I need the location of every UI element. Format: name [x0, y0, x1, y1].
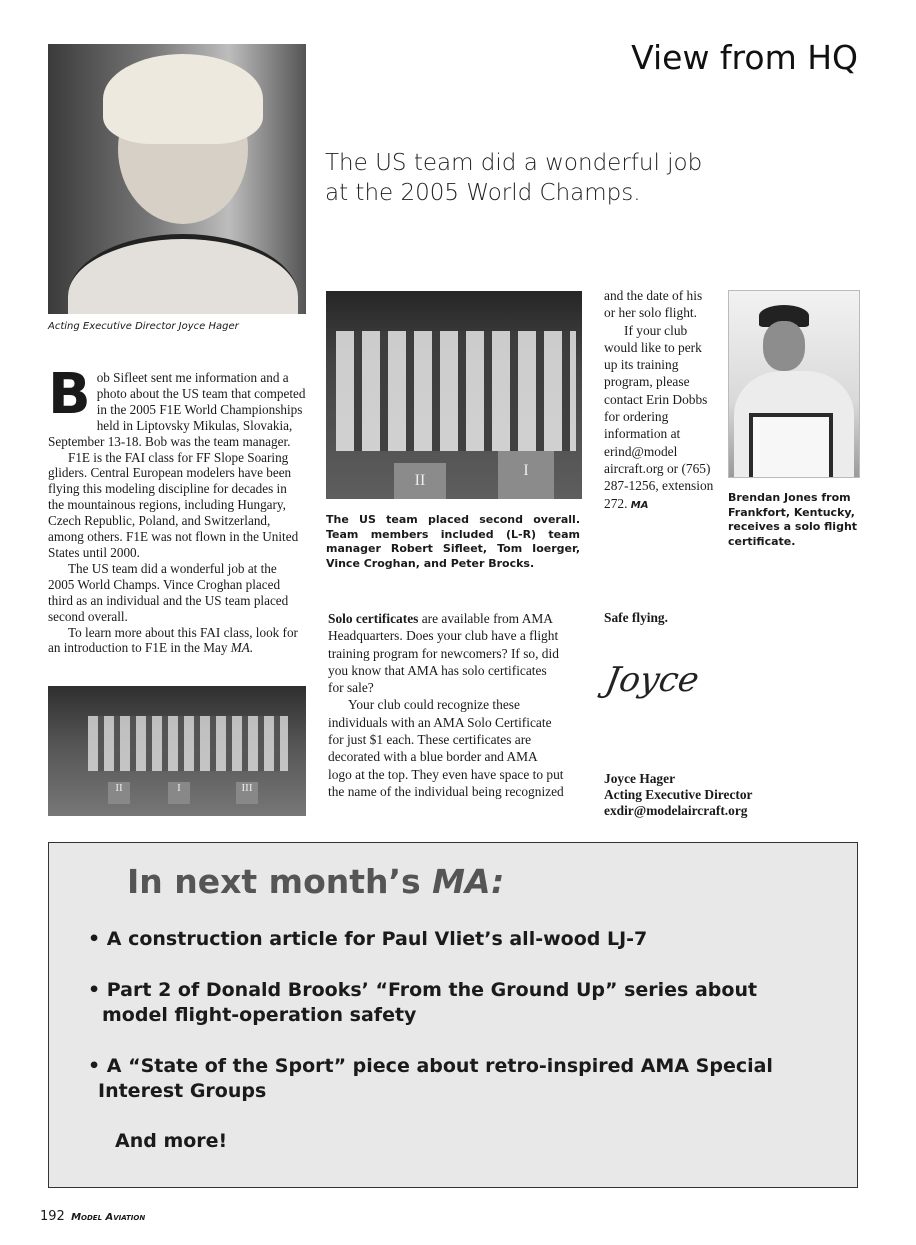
- podium-label: III: [236, 782, 258, 804]
- next-month-heading: In next month’s MA:: [127, 862, 505, 901]
- signoff-email[interactable]: exdir@modelaircraft.org: [604, 803, 748, 818]
- solo-photo-caption: Brendan Jones from Frankfort, Kentucky, receives a solo flight certificate.: [728, 491, 858, 548]
- end-mark: MA: [630, 499, 649, 511]
- signoff-block: [604, 771, 753, 819]
- next-month-more: And more!: [115, 1130, 228, 1152]
- signoff-title: Acting Executive Director: [604, 787, 753, 802]
- page-footer: [40, 1208, 145, 1224]
- solo-photo: [728, 290, 860, 478]
- left-column-text: B ob Sifleet sent me information and a photo about the US team that competed in the 2005 F1E World Championships held in Liptovsky Mikulas, Slovakia, September 13-18. Bob was the team manager. F1E is the FAI class for FF Slope Soaring gliders. Central European modelers have been flying this modeling discipline for decades in the mountainous regions, including Hungary, Czech Republic, Poland, and Switzerland, among others. F1E was not flown in the United States until 2000. The US team did a wonderful job at the 2005 World Champs. Vince Croghan placed third as an individual and the US team placed second overall. To learn more about this FAI class, look for an introduction to F1E in the May MA.: [48, 362, 306, 656]
- portrait-photo: [48, 44, 306, 314]
- podium-label: I: [498, 451, 554, 499]
- signoff-name: Joyce Hager: [604, 771, 676, 786]
- page-number: 192: [40, 1209, 65, 1224]
- right-column-text: and the date of his or her solo flight. If your club would like to perk up its training program, please contact Erin Dobbs for ordering information at erind@model aircraft.org or (765) 287-1256, extension 272. MA: [604, 288, 714, 511]
- team-photo-small: [48, 686, 306, 816]
- team-photo-caption: The US team placed second overall. Team members included (L-R) team manager Robert Sifleet, Tom Ioerger, Vince Croghan, and Peter Brocks.: [326, 513, 580, 570]
- drop-cap: B: [48, 362, 91, 427]
- pull-quote: The US team did a wonderful job at the 2005 World Champs.: [325, 150, 703, 206]
- portrait-caption: Acting Executive Director Joyce Hager: [48, 321, 239, 332]
- next-month-item: • A construction article for Paul Vliet’s all-wood LJ-7: [88, 928, 648, 950]
- podium-label: I: [168, 782, 190, 804]
- section-title: View from HQ: [631, 38, 858, 77]
- next-month-item: • A “State of the Sport” piece about retro-inspired AMA Special Interest Groups: [88, 1055, 773, 1102]
- podium-label: II: [108, 782, 130, 804]
- team-photo: [326, 291, 582, 499]
- middle-column-text: Solo certificates are available from AMA Headquarters. Does your club have a flight training program for newcomers? If so, did you know that AMA has solo certificates for sale? Your club could recognize these individuals with an AMA Solo Certificate for just $1 each. These certificates are decorated with a blue border and AMA logo at the top. They even have space to put the name of the individual being recognized: [328, 611, 564, 799]
- podium-label: II: [394, 463, 446, 499]
- next-month-item: • Part 2 of Donald Brooks’ “From the Ground Up” series about model flight-operation safety: [88, 979, 758, 1026]
- magazine-name: Model Aviation: [71, 1212, 146, 1223]
- closing: Safe flying.: [604, 610, 668, 625]
- signature: Joyce: [602, 660, 703, 700]
